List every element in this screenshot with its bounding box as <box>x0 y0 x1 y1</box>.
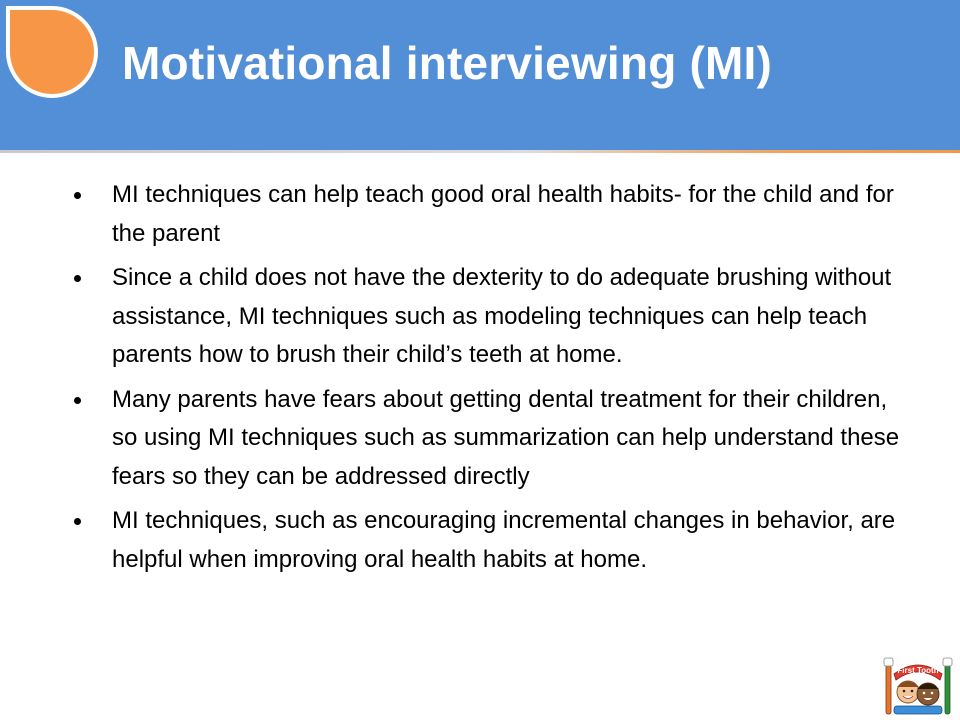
bullet-item <box>70 176 910 253</box>
first-tooth-logo-icon <box>880 654 956 716</box>
bullet-dot-icon <box>74 518 81 525</box>
orange-accent-shape <box>6 6 98 98</box>
bullet-dot-icon <box>74 275 81 282</box>
bullet-dot-icon <box>74 397 81 404</box>
bullet-item <box>70 259 910 375</box>
slide-title: Motivational interviewing (MI) <box>122 37 773 89</box>
bullet-text: MI techniques, such as encouraging incremental changes in behavior, are helpful when improving oral health habits at home. <box>112 507 896 573</box>
bullet-text: MI techniques can help teach good oral health habits- for the child and for the parent <box>112 181 894 247</box>
logo-text: First Tooth <box>897 666 939 675</box>
bullet-list <box>70 176 910 585</box>
title-divider <box>0 150 960 153</box>
bullet-dot-icon <box>74 192 81 199</box>
bullet-item <box>70 381 910 497</box>
bullet-text: Many parents have fears about getting dental treatment for their children, so using MI techniques such as summarization can help understand these fears so they can be addressed directly <box>112 385 900 490</box>
bullet-text: Since a child does not have the dexterity to do adequate brushing without assistance, MI techniques such as modeling techniques can help teach parents how to brush their child’s teeth at home. <box>112 264 892 368</box>
bullet-item <box>70 502 910 579</box>
